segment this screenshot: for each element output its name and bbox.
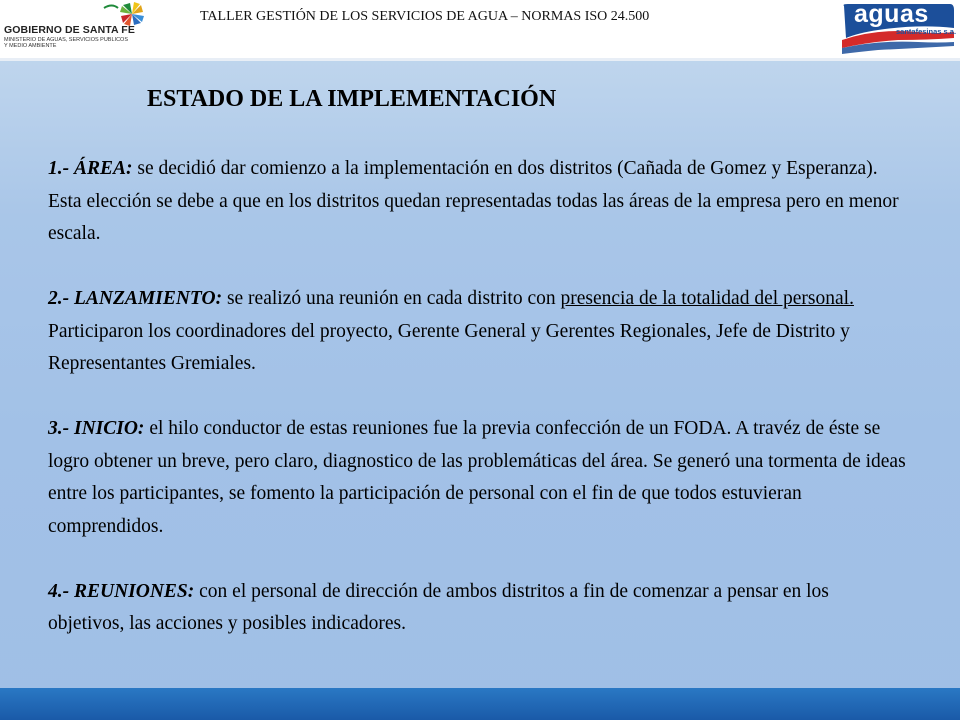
item-label: 4.- REUNIONES:	[48, 580, 195, 602]
item-underlined-text: presencia de la totalidad del personal.	[560, 288, 854, 309]
aguas-logo-subtitle: santafesinas s.a.	[896, 27, 957, 36]
aguas-logo-name: aguas	[854, 0, 929, 28]
gobierno-logo-subtitle-line: Y MEDIO AMBIENTE	[4, 43, 57, 49]
item-reuniones	[48, 576, 908, 641]
item-text: se realizó una reunión en cada distrito con	[222, 288, 561, 309]
footer-band	[0, 688, 960, 720]
item-text: se decidió dar comienzo a la implementación en dos distritos (Cañada de Gomez y Esperanza). Esta elección se debe a que en los distritos quedan representadas todas las áreas de la empresa pero en menor escala.	[48, 158, 899, 244]
item-inicio	[48, 413, 908, 543]
item-label: 3.- INICIO:	[48, 418, 145, 439]
item-text: el hilo conductor de estas reuniones fue la previa confección de un FODA. A travéz de éste se logro obtener un breve, pero claro, diagnostico de las problemáticas del área. Se generó una tormenta de ideas entre los participantes, se fomento la participación de personal con el fin de que todos estuvieran comprendidos.	[48, 418, 906, 537]
item-label: 2.- LANZAMIENTO:	[48, 288, 223, 309]
item-text: Participaron los coordinadores del proyecto, Gerente General y Gerentes Regionales, Jefe de Distrito y Representantes Gremiales.	[48, 320, 850, 374]
item-label: 1.- ÁREA:	[48, 158, 133, 179]
gobierno-logo-name: GOBIERNO DE SANTA FE	[4, 24, 135, 36]
header-title: TALLER GESTIÓN DE LOS SERVICIOS DE AGUA – NORMAS ISO 24.500	[200, 9, 650, 24]
slide-title: ESTADO DE LA IMPLEMENTACIÓN	[147, 86, 557, 112]
item-text: con el personal de dirección de ambos distritos a fin de comenzar a pensar en los objetivos, las acciones y posibles indicadores.	[48, 580, 829, 634]
gobierno-logo-subtitle-line: MINISTERIO DE AGUAS, SERVICIOS PUBLICOS	[4, 37, 128, 43]
item-area	[48, 153, 908, 251]
header-divider	[0, 58, 960, 61]
item-lanzamiento	[48, 283, 908, 381]
slide-body	[48, 153, 908, 641]
